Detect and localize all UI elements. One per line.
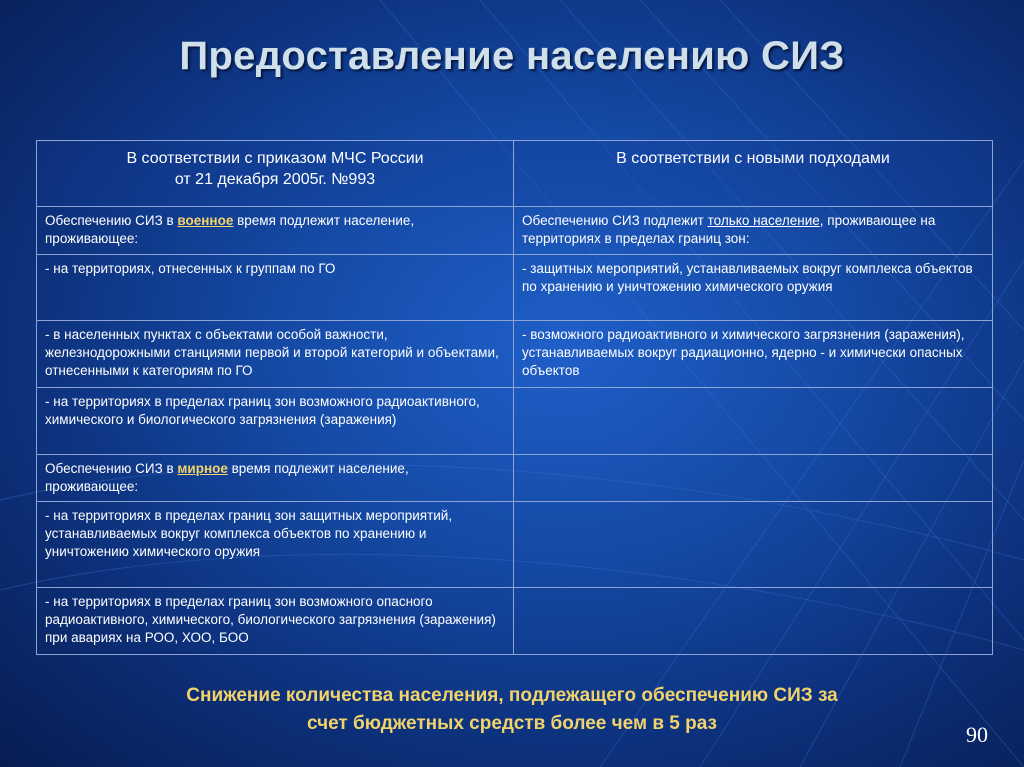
peacetime-highlight: мирное [177, 461, 228, 476]
table-row [37, 502, 993, 588]
table-row [37, 321, 993, 388]
header-left-cell [37, 141, 514, 207]
row4-left-cell: - на территориях в пределах границ зон возможного радиоактивного, химического и биологического загрязнения (заражения) [37, 388, 514, 455]
header-right-text: В соответствии с новыми подходами [616, 150, 890, 167]
wartime-highlight: военное [177, 213, 234, 228]
row3-left-cell: - в населенных пунктах с объектами особой важности, железнодорожными станциями первой и второй категорий и объектами, отнесенными к категориям по ГО [37, 321, 514, 388]
row2-right-cell: - защитных мероприятий, устанавливаемых вокруг комплекса объектов по хранению и уничтожению химического оружия [514, 255, 993, 321]
table-row [37, 388, 993, 455]
row2-left-cell: - на территориях, отнесенных к группам по ГО [37, 255, 514, 321]
table-row [37, 255, 993, 321]
table-header-row [37, 141, 993, 207]
row1-right-text-start: Обеспечению СИЗ подлежит [522, 213, 708, 228]
header-left-line1: В соответствии с приказом МЧС России [126, 150, 424, 167]
table-row [37, 455, 993, 502]
row1-left-cell [37, 207, 514, 255]
row1-left-text-end: время подлежит население, проживающее: [45, 213, 415, 246]
row1-right-cell [514, 207, 993, 255]
page-number: 90 [966, 722, 988, 747]
row1-left-text-start: Обеспечению СИЗ в [45, 213, 178, 228]
header-left-line2: от 21 декабря 2005г. №993 [174, 171, 376, 188]
conclusion-line2: счет бюджетных средств более чем в 5 раз [307, 713, 717, 734]
table-row [37, 588, 993, 655]
table-row [37, 207, 993, 255]
only-population-underline: только население [707, 213, 820, 228]
row5-left-cell [37, 455, 514, 502]
row7-left-cell: - на территориях в пределах границ зон возможного опасного радиоактивного, химического, биологического загрязнения (заражения) при авариях на РОО, ХОО, БОО [37, 588, 514, 655]
row5-left-text-end: время подлежит население, проживающее: [45, 461, 409, 494]
conclusion-line1: Снижение количества населения, подлежащего обеспечению СИЗ за [186, 685, 838, 706]
row4-right-cell [514, 388, 993, 455]
slide-title: Предоставление населению СИЗ [179, 34, 845, 78]
row1-right-text-end: , проживающее на территориях в пределах границ зон: [522, 213, 936, 246]
row3-right-cell: - возможного радиоактивного и химического загрязнения (заражения), устанавливаемых вокруг радиационно, ядерно - и химически опасных объектов [514, 321, 993, 388]
row6-left-cell: - на территориях в пределах границ зон защитных мероприятий, устанавливаемых вокруг комплекса объектов по хранению и уничтожению химического оружия [37, 502, 514, 588]
row7-right-cell [514, 588, 993, 655]
header-right-cell [514, 141, 993, 207]
row6-right-cell [514, 502, 993, 588]
row5-right-cell [514, 455, 993, 502]
conclusion-text [0, 682, 1024, 738]
comparison-table [36, 140, 993, 655]
row5-left-text-start: Обеспечению СИЗ в [45, 461, 178, 476]
